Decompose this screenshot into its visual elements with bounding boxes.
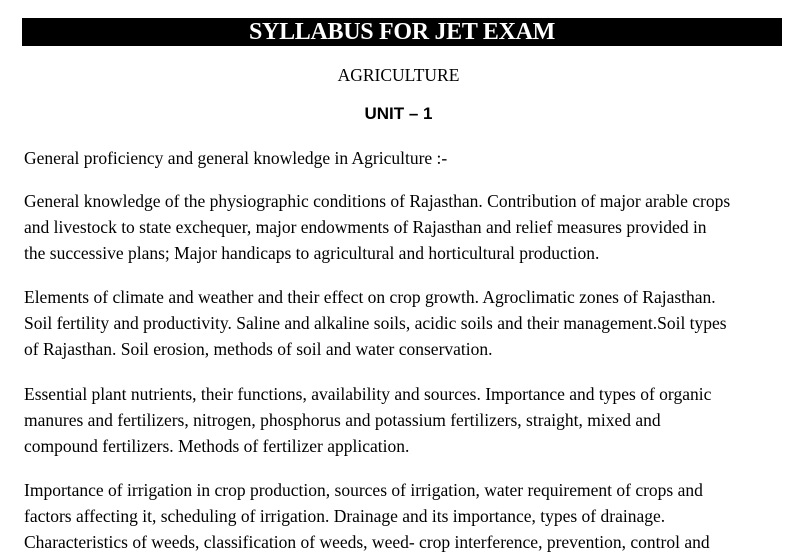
paragraph-line: of Rajasthan. Soil erosion, methods of soil and water conservation. [24,338,493,359]
document-title: SYLLABUS FOR JET EXAM [249,19,555,45]
paragraph-line: factors affecting it, scheduling of irrigation. Drainage and its importance, types of drainage. [24,505,666,526]
paragraph-line: compound fertilizers. Methods of fertilizer application. [24,435,410,456]
paragraph-nutrients [24,382,794,459]
paragraph-line: Soil fertility and productivity. Saline and alkaline soils, acidic soils and their management.Soil types [24,312,727,333]
document-title-banner [22,18,782,46]
paragraph-line: Essential plant nutrients, their functions, availability and sources. Importance and types of organic [24,384,712,404]
paragraph-rajasthan [24,189,794,266]
paragraph-line: Elements of climate and weather and their effect on crop growth. Agroclimatic zones of Rajasthan. [24,287,716,307]
paragraph-climate-soil [24,285,794,362]
paragraph-irrigation [24,478,794,555]
paragraph-line: General proficiency and general knowledge in Agriculture :- [24,148,448,168]
paragraph-line: and livestock to state exchequer, major endowments of Rajasthan and relief measures provided in [24,216,707,237]
intro-paragraph [24,146,794,172]
paragraph-line: the successive plans; Major handicaps to agricultural and horticultural production. [24,242,600,263]
paragraph-line: manures and fertilizers, nitrogen, phosphorus and potassium fertilizers, straight, mixed and [24,409,661,430]
subject-heading: AGRICULTURE [337,65,460,85]
paragraph-line: General knowledge of the physiographic conditions of Rajasthan. Contribution of major arable crops [24,191,731,211]
paragraph-line: Importance of irrigation in crop production, sources of irrigation, water requirement of crops and [24,480,703,500]
unit-heading: UNIT – 1 [364,104,433,123]
paragraph-line: Characteristics of weeds, classification of weeds, weed- crop interference, prevention, control and [24,531,710,552]
